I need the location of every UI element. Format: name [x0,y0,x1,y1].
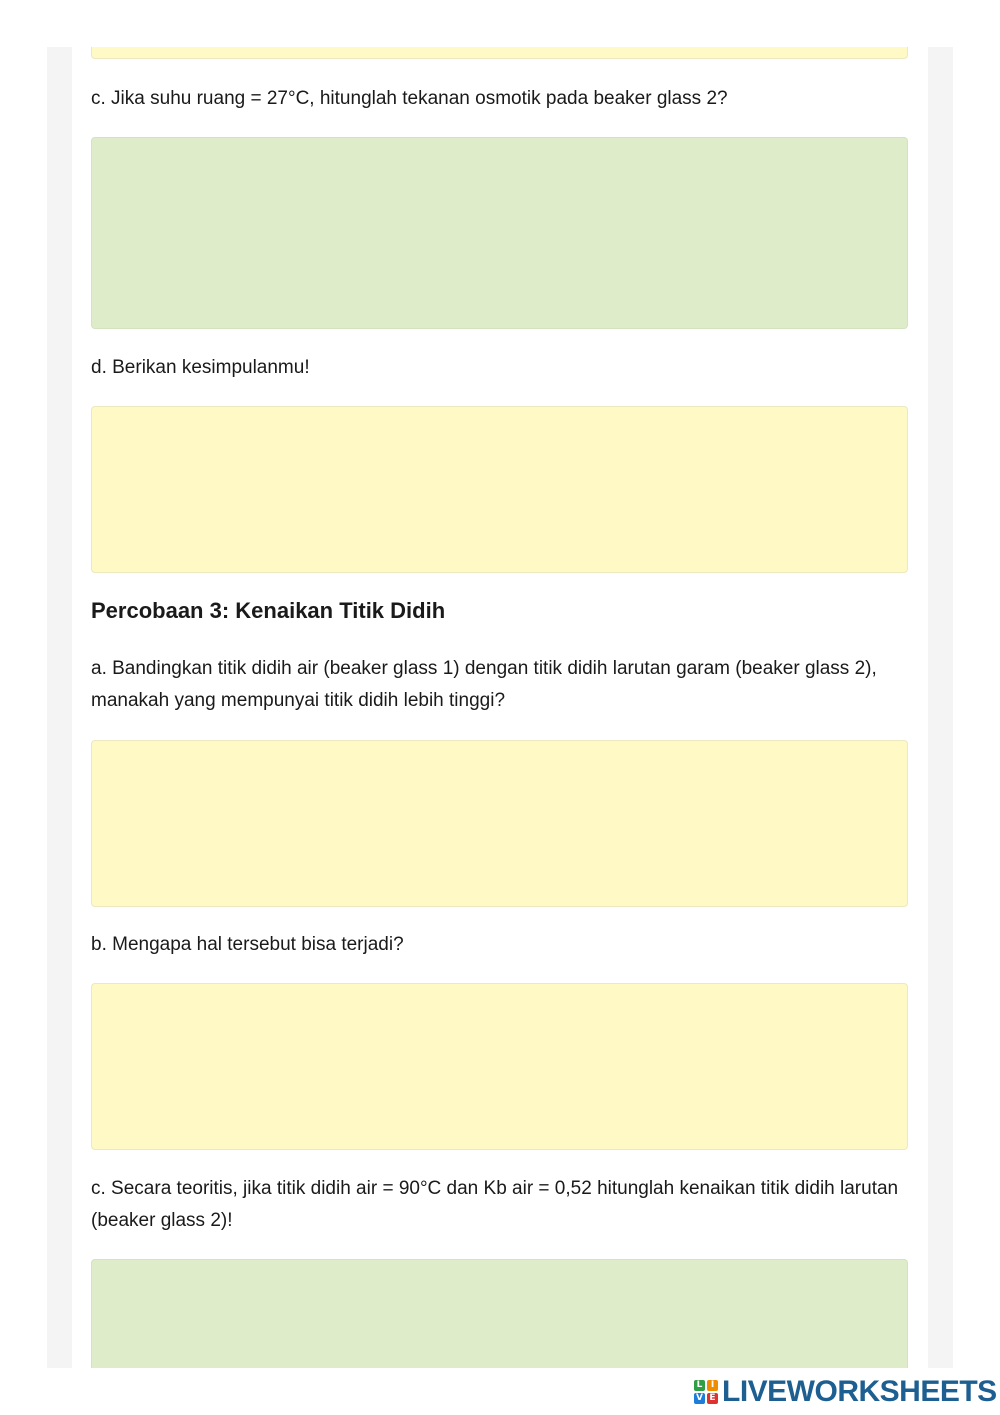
logo-tile-i: I [707,1380,718,1391]
answer-box-c-boiling-point-elevation[interactable] [91,1259,908,1368]
question-a-boiling-point-compare: a. Bandingkan titik didih air (beaker glass 1) dengan titik didih larutan garam (beaker glass 2), manakah yang mempunyai titik didih lebih tinggi? [91,658,877,711]
answer-box-b-why[interactable] [91,983,908,1150]
question-c-boiling-point-elevation: c. Secara teoritis, jika titik didih air = 90°C dan Kb air = 0,52 hitunglah kenaikan titik didih larutan (beaker glass 2)! [91,1178,899,1231]
liveworksheets-brand[interactable] [694,1374,997,1410]
answer-box-previous[interactable] [91,47,908,59]
logo-tile-e: E [707,1393,718,1404]
question-d-conclusion: d. Berikan kesimpulanmu! [91,357,310,378]
answer-box-a-boiling-point-compare[interactable] [91,740,908,907]
question-c-osmotic-pressure: c. Jika suhu ruang = 27°C, hitunglah tekanan osmotik pada beaker glass 2? [91,88,728,109]
brand-name: LIVEWORKSHEETS [722,1375,997,1408]
logo-tile-l: L [694,1380,705,1391]
question-b-why: b. Mengapa hal tersebut bisa terjadi? [91,934,404,955]
liveworksheets-logo-icon [694,1380,718,1404]
section-title-percobaan-3: Percobaan 3: Kenaikan Titik Didih [91,598,446,623]
worksheet-page [72,47,928,1368]
logo-tile-v: V [694,1393,705,1404]
answer-box-d-conclusion[interactable] [91,406,908,573]
answer-box-c-osmotic-pressure[interactable] [91,137,908,329]
